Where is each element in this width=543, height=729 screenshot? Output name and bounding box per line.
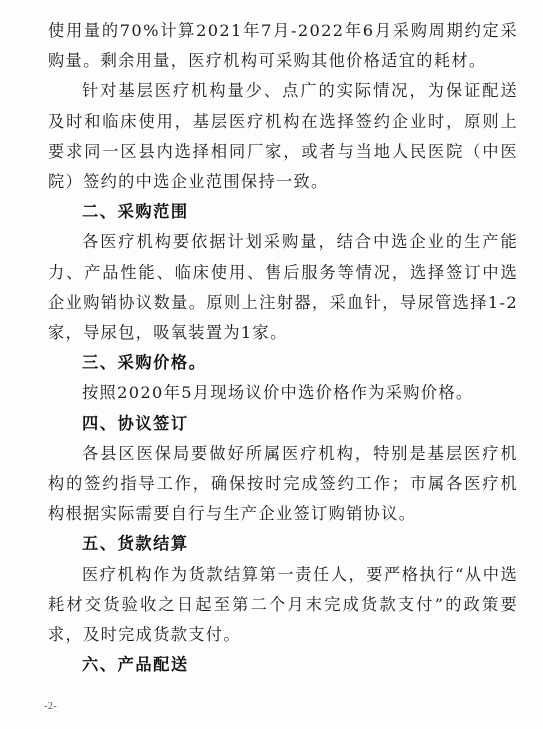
paragraph-payment-settlement: 医疗机构作为货款结算第一责任人，要严格执行“从中选耗材交货验收之日起至第二个月末完成货款支付”的政策要求，及时完成货款支付。 [48, 564, 518, 645]
section-heading-procurement-scope: 二、采购范围 [82, 202, 189, 222]
paragraph-procurement-scope: 各医疗机构要依据计划采购量，结合中选企业的生产能力、产品性能、临床使用、售后服务等情况，选择签订中选企业购销协议数量。原则上注射器，采血针，导尿管选择1-2家，导尿包，吸氧装置为1家。 [48, 232, 518, 343]
paragraph-procurement-price: 按照2020年5月现场议价中选价格作为采购价格。 [82, 383, 474, 403]
paragraph-primary-care-selection: 针对基层医疗机构量少、点广的实际情况，为保证配送及时和临床使用，基层医疗机构在选择签约企业时，原则上要求同一区县内选择相同厂家，或者与当地人民医院（中医院）签约的中选企业范围保持一致。 [48, 81, 518, 192]
section-heading-product-delivery: 六、产品配送 [82, 655, 189, 675]
section-heading-agreement-signing: 四、协议签订 [82, 413, 189, 433]
paragraph-agreement-signing: 各县区医保局要做好所属医疗机构，特别是基层医疗机构的签约指导工作，确保按时完成签约工作；市属各医疗机构根据实际需要自行与生产企业签订购销协议。 [48, 443, 518, 524]
page-number: -2- [44, 701, 58, 712]
paragraph-procurement-volume: 使用量的70%计算2021年7月-2022年6月采购周期约定采购量。剩余用量，医疗机构可采购其他价格适宜的耗材。 [48, 21, 518, 71]
section-heading-procurement-price: 三、采购价格。 [82, 353, 207, 373]
section-heading-payment-settlement: 五、货款结算 [82, 534, 189, 554]
document-body [48, 16, 518, 680]
